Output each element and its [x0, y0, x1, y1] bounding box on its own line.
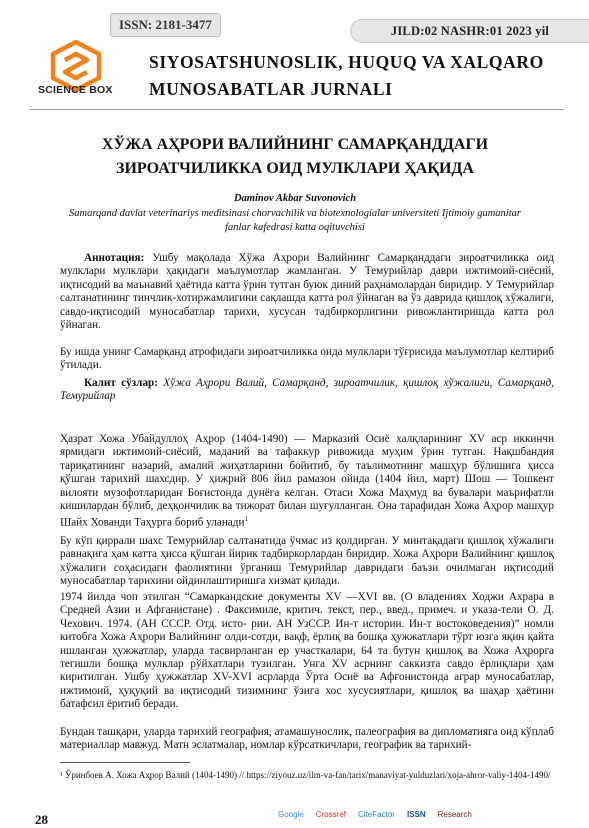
- partner-crossref: Crossref: [315, 809, 347, 819]
- partner-issn: ISSN: [406, 809, 426, 819]
- annotation-text: Ушбу мақолада Хўжа Аҳрори Валийнинг Самарқанддаги зироатчиликка оид мулклари мулклари ҳақидаги маълумотлар жамланган. У Темурийлар даври ижтимоий-сиёсий, иқтисодий ва маънавий ҳаётида катта ўрин тутган буюк диний раҳнамолардан биридир. У Темурийлар салтанатининг тинчлик-хотиржамлигини сақлашда катта рол ўйнаган ва ўз даврида қишлоқ хўжалиги, савдо-иқтисодий муносабатлар тарихи, хусусан тадбиркорлигини ривожлантиришда катта рол ўйнаган.: [60, 252, 554, 332]
- journal-title: [149, 49, 579, 103]
- partner-google: Google: [278, 809, 304, 819]
- partner-research: Research: [437, 809, 472, 819]
- footnote: ¹ Ўринбоев А. Хожа Аҳрор Валий (1404-1490) // https://ziyouz.uz/ilm-va-fan/tarix/manaviyat-yulduzlari/xoja-ahror-valiy-1404-1490/: [60, 770, 551, 780]
- body-paragraph-2: Бу кўп қиррали шахс Темурийлар салтанатида ўчмас из қолдирган. У минтақадаги қишлоқ хўжалиги равнақига ҳам катта ҳисса қўшган йирик тадбиркорлардан биридир. Хожа Аҳрори Валийнинг қишлоқ хўжалиги соҳасидаги фаолиятини ўрганиш Темурийлар давридаги баъзи очилмаган иқтисодий муносабатлар тарихини ойдинлаштиришга хизмат қилади.: [60, 535, 554, 588]
- logo-wordmark: SCIENCE BOX: [38, 84, 113, 96]
- page-number: 28: [35, 812, 48, 827]
- volume-issue-badge: JILD:02 NASHR:01 2023 yil: [350, 19, 589, 43]
- body-paragraph-1: [60, 433, 554, 531]
- issn-badge: ISSN: 2181-3477: [110, 13, 221, 37]
- header-divider: [30, 109, 564, 110]
- footnote-ref: 1: [244, 515, 248, 524]
- keywords: [60, 377, 554, 404]
- keywords-text: Хўжа Аҳрори Валий, Самарқанд, зироатчилик, қишлоқ хўжалиги, Самарқанд, Темурийлар: [60, 377, 555, 403]
- body-paragraph-4: Бундан ташқари, уларда тарихий география, атамашунослик, палеография ва дипломатияга оид кўплаб материаллар мавжуд. Матн эслатмалар, номлар кўрсаткичлари, географик ва тарихий-: [60, 726, 554, 752]
- body-paragraph-1-text: Ҳазрат Хожа Убайдуллоҳ Аҳрор (1404-1490) — Марказий Осиё халқларининг XV аср иккинчи ярмидаги ижтимоий-сиёсий, маданий ва тафаккур ривожида муҳим ўрин тутган. Нақшбандия тариқатининг назарий, амалий жиҳатларини бойитиб, бу таълимотнинг машҳур бўлишига ҳисса қўшган тарихий шахсдир. У ҳижрий 806 йил рамазон ойида (1404 йил, март) Шош — Тошкент вилояти музофотларидан Боғистонда дунёга келган. Отаси Хожа Маҳмуд ва бувалари маърифатли кишилардан бўлиб, деҳқончилик ва тижорат билан шуғулланган. Она тарафидан Хожа Аҳрор машҳур Шайх Хованди Таҳурга бориб уланади: [60, 433, 554, 530]
- partner-citefactor: CiteFactor: [358, 809, 395, 819]
- article-title-line1: ХЎЖА АҲРОРИ ВАЛИЙНИНГ САМАРҚАНДДАГИ: [101, 136, 489, 153]
- annotation-label: Аннотация:: [84, 252, 145, 264]
- author-name: Daminov Akbar Suvonovich: [233, 193, 357, 204]
- journal-title-line2: MUNOSABATLAR JURNALI: [149, 79, 393, 99]
- article-title-line2: ЗИРОАТЧИЛИККА ОИД МУЛКЛАРИ ҲАҚИДА: [116, 160, 474, 177]
- partner-logos: [275, 806, 475, 822]
- annotation-paragraph-2: Бу ишда унинг Самарқанд атрофидаги зироатчиликка оида мулклари тўғрисида маълумотлар келтириб ўтилади.: [60, 346, 554, 372]
- annotation: [60, 252, 554, 332]
- body-paragraph-3: 1974 йилда чоп этилган “Самаркандские документы XV —XVI вв. (О владениях Ходжи Ахрара в Средней Азии и Афганистане) . Факсимиле, критич. текст, пер., введ., примеч. и указа-тели О. Д. Чехович. 1974. (АН СССР. Отд. исто- рии. АН УзССР. Ин-т истории. Ин-т востоковедения)” номли китобга Хожа Аҳрори Валийнинг олди-сотди, вақф, ёрлиқ ва бошқа ҳужжатлари тўрт юзга яқин қайта ишланган ҳужжатлар, уларда тасвирланган ер участкалари, 64 та бутун қишлоқ ва Хожа Аҳрорга тегишли бошқа мулклар рўйхатлари тузилган. Унга XV асрнинг саккизта савдо ёрлиқлари ҳам киритилган. Ушбу ҳужжатлар XV-XVI асрларда Ўрта Осиё ва Афғонистонда аграр муносабатлар, ижтимоий, ҳуқуқий ва иқтисодий тизимнинг ўзига хос хусусиятлари, қишлоқ ва шаҳар ҳаётини батафсил ёритиб беради.: [60, 591, 554, 711]
- keywords-label: Калит сўзлар:: [84, 377, 158, 389]
- journal-title-line1: SIYOSATSHUNOSLIK, HUQUQ VA XALQARO: [149, 52, 544, 72]
- footnote-divider: [60, 762, 190, 763]
- article-title: [40, 133, 550, 181]
- author-affiliation: Samarqand davlat veterinariys meditsinasi chorvachilik va biotexnologialar universiteti Ijtimoiy gumanitar fanlar kafedrasi katta oqituvchisi: [69, 208, 521, 233]
